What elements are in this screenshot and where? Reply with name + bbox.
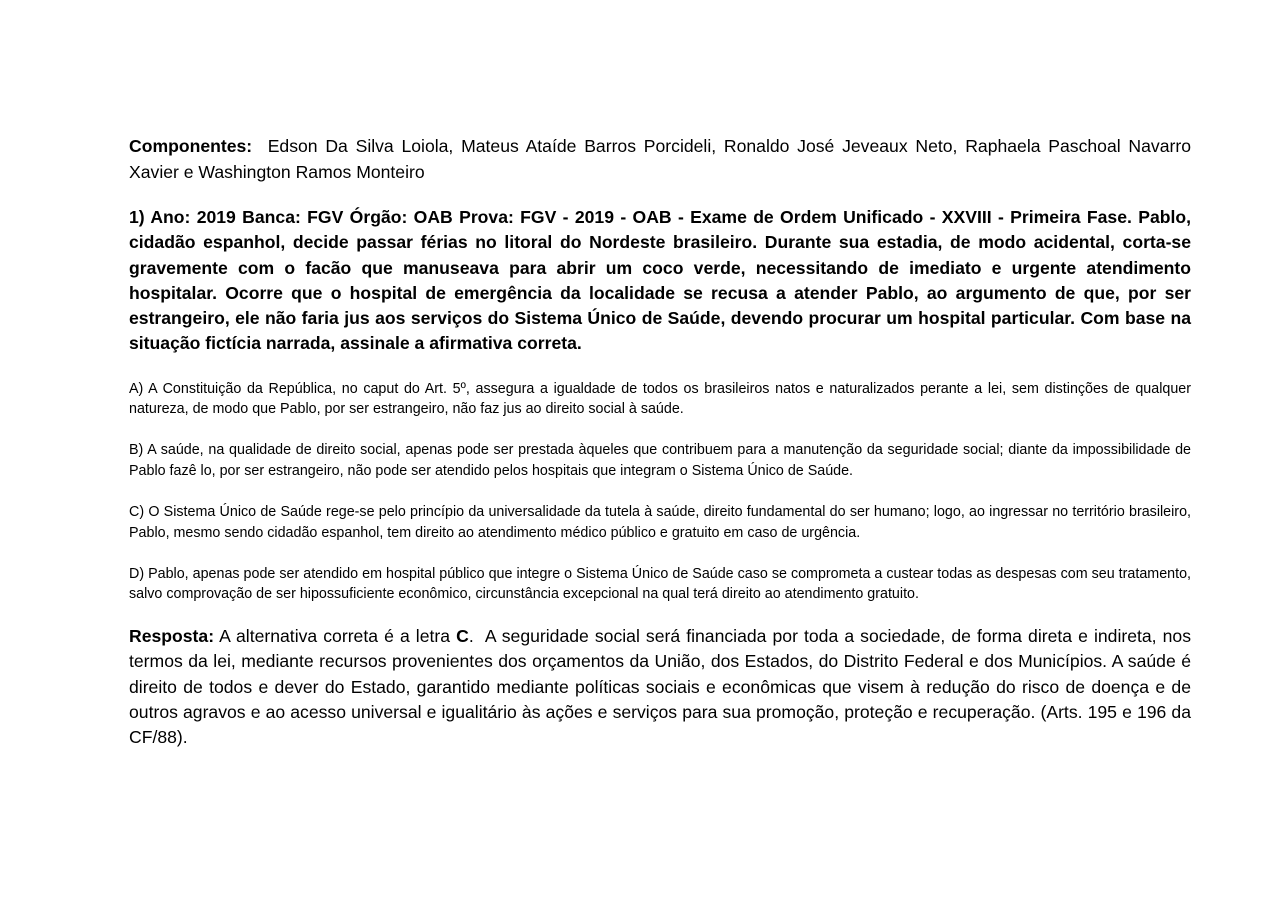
components-label: Componentes:	[129, 136, 253, 156]
answer-intro: A alternativa correta é a letra	[219, 626, 451, 647]
option-c: C) O Sistema Único de Saúde rege-se pelo princípio da universalidade da tutela à saúde, direito fundamental do ser humano; logo, ao ingressar no território brasileiro, Pablo, mesmo sendo cidadão espanhol, tem direito ao atendimento médico público e gratuito em caso de urgência.	[129, 504, 1191, 541]
answer-body: A seguridade social será financiada por toda a sociedade, de forma direta e indireta, nos termos da lei, mediante recursos provenientes dos orçamentos da União, dos Estados, do Distrito Federal e dos Municípios. A saúde é direito de todos e dever do Estado, garantido mediante políticas sociais e econômicas que visem à redução do risco de doença e de outros agravos e ao acesso universal e igualitário às ações e serviços para sua promoção, proteção e recuperação. (Arts. 195 e 196 da CF/88).	[129, 626, 1192, 748]
document-page	[129, 133, 1191, 751]
components-paragraph	[129, 133, 1191, 185]
answer-period: .	[468, 626, 474, 647]
option-b: B) A saúde, na qualidade de direito social, apenas pode ser prestada àqueles que contribuem para a manutenção da seguridade social; diante da impossibilidade de Pablo fazê lo, por ser estrangeiro, não pode ser atendido pelos hospitais que integram o Sistema Único de Saúde.	[129, 442, 1191, 480]
answer-label: Resposta:	[129, 626, 215, 647]
answer-letter: C	[456, 626, 469, 647]
components-names: Edson Da Silva Loiola, Mateus Ataíde Barros Porcideli, Ronaldo José Jeveaux Neto, Raphaela Paschoal Navarro Xavier e Washington Ramos Monteiro	[129, 136, 1191, 182]
question-text: 1) Ano: 2019 Banca: FGV Órgão: OAB Prova: FGV - 2019 - OAB - Exame de Ordem Unificado - XXVIII - Primeira Fase. Pablo, cidadão espanhol, decide passar férias no litoral do Nordeste brasileiro. Durante sua estadia, de modo acidental, corta-se gravemente com o facão que manuseava para abrir um coco verde, necessitando de imediato e urgente atendimento hospitalar. Ocorre que o hospital de emergência da localidade se recusa a atender Pablo, ao argumento de que, por ser estrangeiro, ele não faria jus aos serviços do Sistema Único de Saúde, devendo procurar um hospital particular. Com base na situação fictícia narrada, assinale a afirmativa correta.	[129, 207, 1191, 354]
option-a: A) A Constituição da República, no caput do Art. 5º, assegura a igualdade de todos os brasileiros natos e naturalizados perante a lei, sem distinções de qualquer natureza, de modo que Pablo, por ser estrangeiro, não faz jus ao direito social à saúde.	[129, 380, 1191, 418]
answer-paragraph	[129, 624, 1191, 750]
option-d: D) Pablo, apenas pode ser atendido em hospital público que integre o Sistema Único de Saúde caso se comprometa a custear todas as despesas com seu tratamento, salvo comprovação de ser hipossuficiente econômico, circunstância excepcional na qual terá direito ao atendimento gratuito.	[129, 565, 1191, 603]
